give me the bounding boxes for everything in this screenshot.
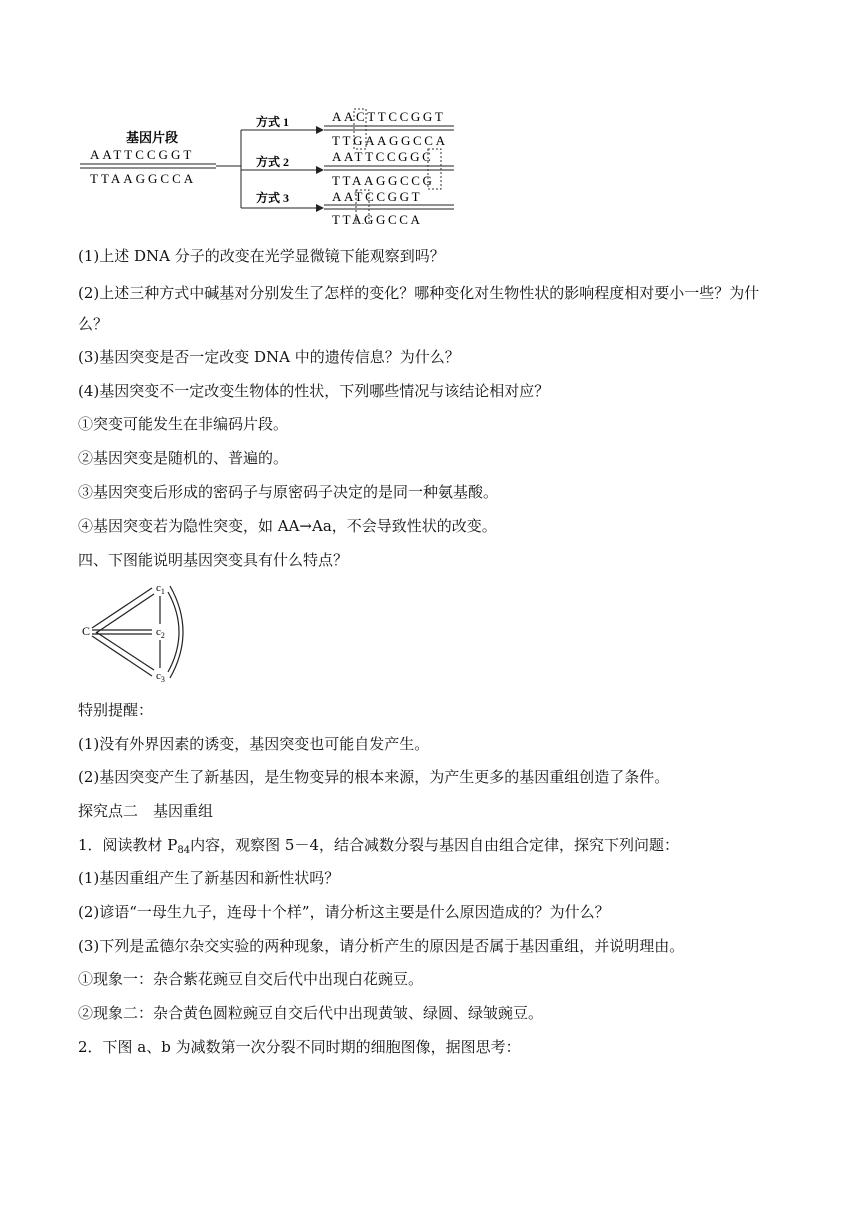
method-label-1: 方式 1 bbox=[256, 115, 290, 129]
arrow-c1-to-c bbox=[96, 594, 154, 633]
arrow-head-icon bbox=[316, 126, 324, 134]
arrow-head-icon bbox=[316, 166, 324, 174]
question-2-line2: 么？ bbox=[78, 315, 109, 333]
arc-c1-c3-inner bbox=[168, 592, 179, 672]
question-1: (1)上述 DNA 分子的改变在光学显微镜下能观察到吗？ bbox=[78, 247, 445, 265]
section-heading-recombination: 探究点二 基因重组 bbox=[78, 802, 214, 820]
method1-top: AACTTCCGGT bbox=[332, 109, 446, 124]
arrow-c-to-c1 bbox=[92, 588, 152, 628]
question-4: (4)基因突变不一定改变生物体的性状，下列哪些情况与该结论相对应？ bbox=[78, 382, 550, 400]
allele-c2-label: $c_2$ bbox=[156, 626, 165, 640]
arrow-c-to-c3 bbox=[92, 636, 152, 676]
mutation-direction-figure bbox=[78, 578, 198, 686]
option-4: ④基因突变若为隐性突变，如 AA→Aa，不会导致性状的改变。 bbox=[78, 517, 497, 535]
method3-top: AATCCGGT bbox=[332, 189, 423, 204]
option-2: ②基因突变是随机的、普遍的。 bbox=[78, 449, 289, 467]
option-1: ①突变可能发生在非编码片段。 bbox=[78, 415, 289, 433]
allele-c3-label: $c_3$ bbox=[156, 670, 165, 684]
source-bottom-strand: TTAAGGCCA bbox=[90, 171, 197, 186]
part2-item-2: 2．下图 a、b 为减数第一次分裂不同时期的细胞图像，据图思考： bbox=[78, 1038, 521, 1056]
method2-top: AATTCCGGC bbox=[332, 149, 434, 164]
tip-2: (2)基因突变产生了新基因，是生物变异的根本来源，为产生更多的基因重组创造了条件。 bbox=[78, 768, 670, 786]
arrow-c3-to-c bbox=[96, 632, 154, 670]
tip-1: (1)没有外界因素的诱变，基因突变也可能自发产生。 bbox=[78, 735, 430, 753]
question-2-line1: (2)上述三种方式中碱基对分别发生了怎样的变化？哪种变化对生物性状的影响程度相对要小一些？为什 bbox=[78, 284, 760, 302]
section-4-heading: 四、下图能说明基因突变具有什么特点？ bbox=[78, 551, 349, 569]
dna-mutation-figure bbox=[76, 104, 466, 224]
part2-question-1: (1)基因重组产生了新基因和新性状吗？ bbox=[78, 869, 340, 887]
allele-c1-label: $c_1$ bbox=[156, 582, 165, 596]
tips-title: 特别提醒： bbox=[78, 701, 154, 719]
method-label-2: 方式 2 bbox=[256, 155, 290, 169]
method-label-3: 方式 3 bbox=[256, 191, 290, 205]
part2-question-2: (2)谚语“一母生九子，连母十个样”，请分析这主要是什么原因造成的？为什么？ bbox=[78, 903, 610, 921]
part2-item-1: 1．阅读教材 $P_{84}$内容，观察图 5－4，结合减数分裂与基因自由组合定律，探究下列问题： bbox=[78, 836, 679, 856]
center-gene-label: C bbox=[82, 624, 91, 638]
method3-bottom: TTAGGCCA bbox=[332, 212, 423, 224]
method2-bottom: TTAAGGCCG bbox=[332, 173, 435, 188]
part2-question-3: (3)下列是孟德尔杂交实验的两种现象，请分析产生的原因是否属于基因重组，并说明理由。 bbox=[78, 937, 685, 955]
method1-bottom: TTGAAGGCCA bbox=[332, 133, 448, 148]
source-top-strand: AATTCCGGT bbox=[90, 147, 195, 162]
phenomenon-2: ②现象二：杂合黄色圆粒豌豆自交后代中出现黄皱、绿圆、绿皱豌豆。 bbox=[78, 1004, 544, 1022]
question-3: (3)基因突变是否一定改变 DNA 中的遗传信息？为什么？ bbox=[78, 348, 460, 366]
option-3: ③基因突变后形成的密码子与原密码子决定的是同一种氨基酸。 bbox=[78, 483, 499, 501]
figure-title: 基因片段 bbox=[126, 130, 179, 145]
arrow-head-icon bbox=[316, 204, 324, 212]
phenomenon-1: ①现象一：杂合紫花豌豆自交后代中出现白花豌豆。 bbox=[78, 970, 424, 988]
